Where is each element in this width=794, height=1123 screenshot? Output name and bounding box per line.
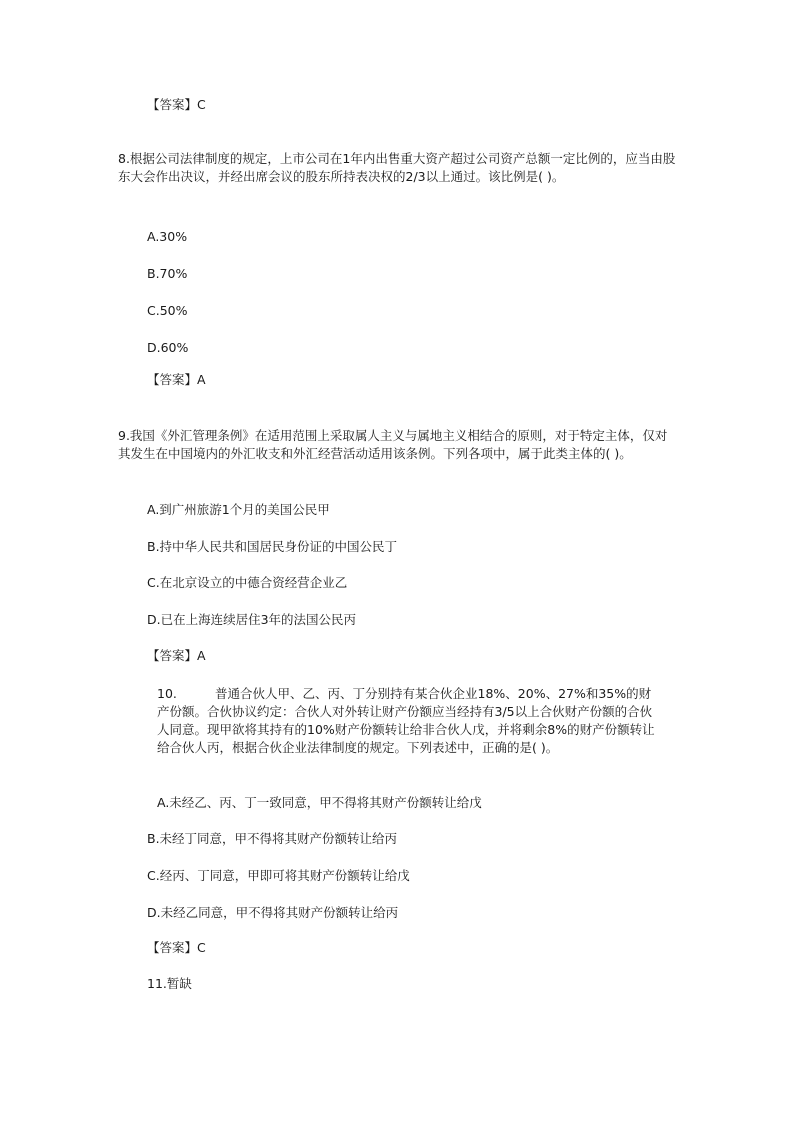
question-8-answer: 【答案】A xyxy=(147,372,206,387)
question-10-stem xyxy=(157,685,657,757)
question-9-option-c: C.在北京设立的中德合资经营企业乙 xyxy=(147,575,348,590)
question-9-option-b: B.持中华人民共和国居民身份证的中国公民丁 xyxy=(147,539,398,554)
top-answer: 【答案】C xyxy=(147,97,206,112)
question-10-option-a: A.未经乙、丙、丁一致同意，甲不得将其财产份额转让给戊 xyxy=(157,795,482,810)
question-10-option-d: D.未经乙同意，甲不得将其财产份额转让给丙 xyxy=(147,905,399,920)
question-10-answer: 【答案】C xyxy=(147,940,206,955)
question-8-option-a: A.30% xyxy=(147,229,188,244)
question-8-option-c: C.50% xyxy=(147,303,188,318)
question-10-option-b: B.未经丁同意，甲不得将其财产份额转让给丙 xyxy=(147,831,398,846)
question-9-answer: 【答案】A xyxy=(147,648,206,663)
question-10-option-c: C.经丙、丁同意，甲即可将其财产份额转让给戊 xyxy=(147,868,410,883)
question-11: 11.暂缺 xyxy=(147,976,192,991)
question-10-number: 10. xyxy=(157,686,177,701)
question-8-option-d: D.60% xyxy=(147,340,189,355)
question-9-option-d: D.已在上海连续居住3年的法国公民丙 xyxy=(147,612,357,627)
question-8-option-b: B.70% xyxy=(147,266,188,281)
question-9-option-a: A.到广州旅游1个月的美国公民甲 xyxy=(147,502,330,517)
question-10-text: 普通合伙人甲、乙、丙、丁分别持有某合伙企业18%、20%、27%和35%的财产份额。合伙协议约定：合伙人对外转让财产份额应当经持有3/5以上合伙财产份额的合伙人同意。现甲欲将其持有的10%财产份额转让给非合伙人戊，并将剩余8%的财产份额转让给合伙人丙，根据合伙企业法律制度的规定。下列表述中，正确的是( )。 xyxy=(157,686,655,755)
question-9-stem: 9.我国《外汇管理条例》在适用范围上采取属人主义与属地主义相结合的原则，对于特定主体，仅对其发生在中国境内的外汇收支和外汇经营活动适用该条例。下列各项中，属于此类主体的( )。 xyxy=(118,428,668,461)
question-8-stem: 8.根据公司法律制度的规定，上市公司在1年内出售重大资产超过公司资产总额一定比例的，应当由股东大会作出决议，并经出席会议的股东所持表决权的2/3以上通过。该比例是( )。 xyxy=(118,151,676,184)
